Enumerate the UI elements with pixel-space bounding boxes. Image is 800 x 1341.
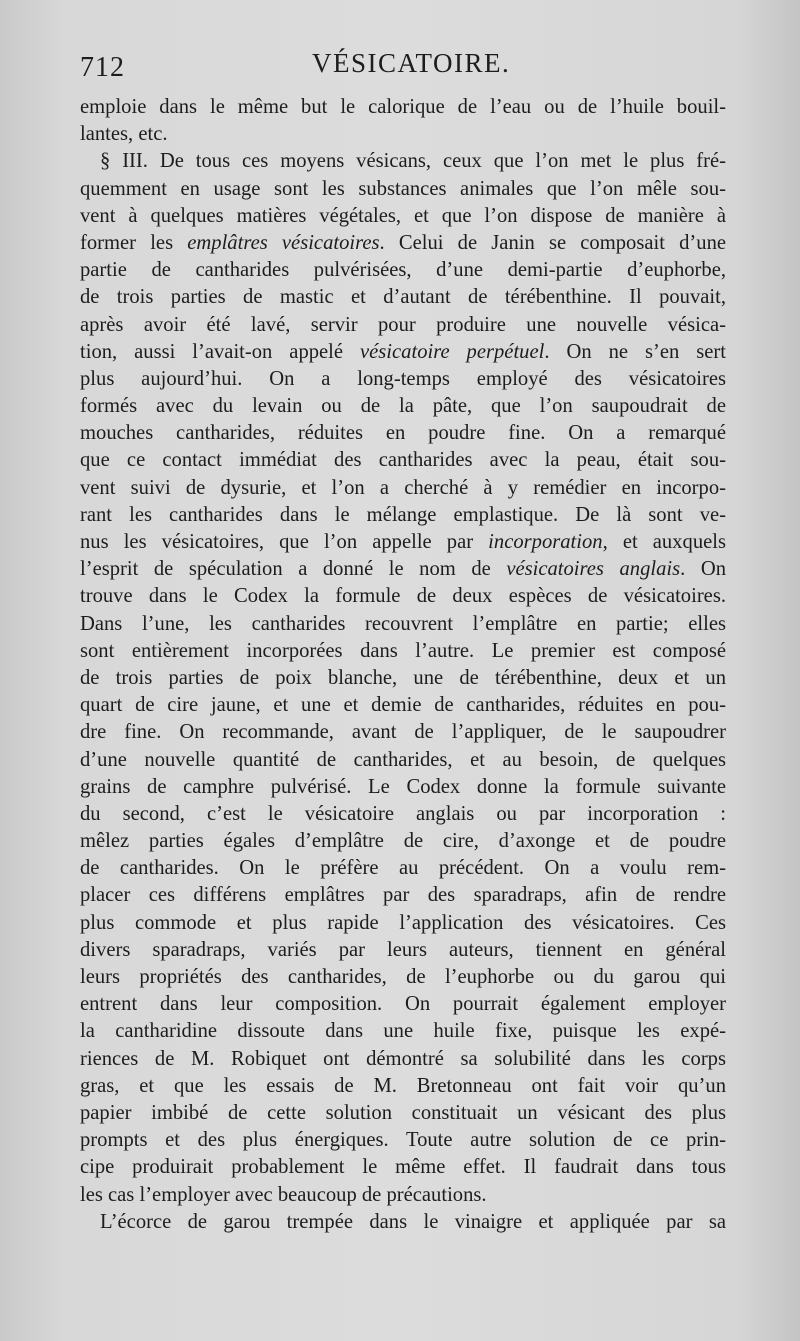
text-line: plus commode et plus rapide l’application des vésicatoires. Ces — [80, 911, 726, 934]
text-line: formés avec du levain ou de la pâte, que l’on saupoudrait de — [80, 395, 726, 418]
text-line: gras, et que les essais de M. Bretonneau ont fait voir qu’un — [80, 1074, 726, 1097]
text-line: trouve dans le Codex la formule de deux espèces de vésicatoires. — [80, 585, 726, 608]
text-line: leurs propriétés des cantharides, de l’euphorbe ou du garou qui — [80, 966, 726, 988]
page-number: 712 — [80, 52, 125, 83]
text-line: du second, c’est le vésicatoire anglais ou par incorporation : — [80, 802, 726, 825]
text-line: vent suivi de dysurie, et l’on a cherché à y remédier en incorpo- — [80, 476, 726, 499]
text-line: de trois parties de poix blanche, une de térébenthine, deux et un — [80, 666, 726, 689]
text-line: tion, aussi l’avait-on appelé vésicatoire perpétuel. On ne s’en sert — [80, 340, 726, 363]
text-line: divers sparadraps, variés par leurs auteurs, tiennent en général — [80, 938, 726, 961]
text-line: quemment en usage sont les substances animales que l’on mêle sou- — [80, 177, 726, 200]
text-line: lantes, etc. — [80, 123, 168, 146]
text-line: la cantharidine dissoute dans une huile fixe, puisque les expé- — [80, 1020, 726, 1043]
text-line: après avoir été lavé, servir pour produire une nouvelle vésica- — [80, 313, 726, 336]
text-line: entrent dans leur composition. On pourrait également employer — [80, 993, 726, 1016]
text-line: quart de cire jaune, et une et demie de cantharides, réduites en pou- — [80, 694, 726, 717]
text-line: les cas l’employer avec beaucoup de précautions. — [80, 1183, 487, 1206]
text-line: papier imbibé de cette solution constituait un vésicant des plus — [80, 1101, 726, 1124]
text-line: § III. De tous ces moyens vésicans, ceux que l’on met le plus fré- — [100, 150, 726, 173]
text-line: partie de cantharides pulvérisées, d’une demi-partie d’euphorbe, — [80, 259, 726, 282]
text-line: riences de M. Robiquet ont démontré sa solubilité dans les corps — [80, 1047, 726, 1070]
text-line: nus les vésicatoires, que l’on appelle par incorporation, et auxquels — [80, 531, 726, 553]
text-line: sont entièrement incorporées dans l’autre. Le premier est composé — [80, 639, 726, 662]
text-line: grains de camphre pulvérisé. Le Codex donne la formule suivante — [80, 775, 726, 798]
text-line: L’écorce de garou trempée dans le vinaigre et appliquée par sa — [100, 1210, 726, 1233]
text-line: prompts et des plus énergiques. Toute autre solution de ce prin- — [80, 1129, 726, 1152]
text-line: former les emplâtres vésicatoires. Celui de Janin se composait d’une — [80, 231, 727, 254]
text-line: l’esprit de spéculation a donné le nom de vésicatoires anglais. On — [80, 558, 726, 581]
text-line: rant les cantharides dans le mélange emplastique. De là sont ve- — [80, 503, 726, 526]
text-line: de trois parties de mastic et d’autant de térébenthine. Il pouvait, — [80, 286, 726, 309]
text-line: mouches cantharides, réduites en poudre fine. On a remarqué — [80, 422, 726, 445]
text-line: que ce contact immédiat des cantharides avec la peau, était sou- — [80, 449, 726, 472]
running-title: VÉSICATOIRE. — [312, 48, 511, 78]
text-line: mêlez parties égales d’emplâtre de cire, d’axonge et de poudre — [80, 830, 726, 853]
text-line: plus aujourd’hui. On a long-temps employé des vésicatoires — [80, 367, 726, 390]
body-text — [80, 94, 726, 1236]
text-line: placer ces différens emplâtres par des sparadraps, afin de rendre — [80, 884, 726, 907]
text-line: de cantharides. On le préfère au précédent. On a voulu rem- — [80, 857, 726, 880]
text-line: vent à quelques matières végétales, et que l’on dispose de manière à — [80, 204, 726, 227]
text-line: d’une nouvelle quantité de cantharides, et au besoin, de quelques — [80, 748, 726, 771]
text-line: Dans l’une, les cantharides recouvrent l’emplâtre en partie; elles — [80, 612, 726, 635]
text-line: cipe produirait probablement le même effet. Il faudrait dans tous — [80, 1156, 726, 1179]
text-line: dre fine. On recommande, avant de l’appliquer, de le saupoudrer — [80, 721, 726, 744]
page-header — [0, 44, 800, 84]
text-line: emploie dans le même but le calorique de l’eau ou de l’huile bouil- — [80, 96, 726, 118]
